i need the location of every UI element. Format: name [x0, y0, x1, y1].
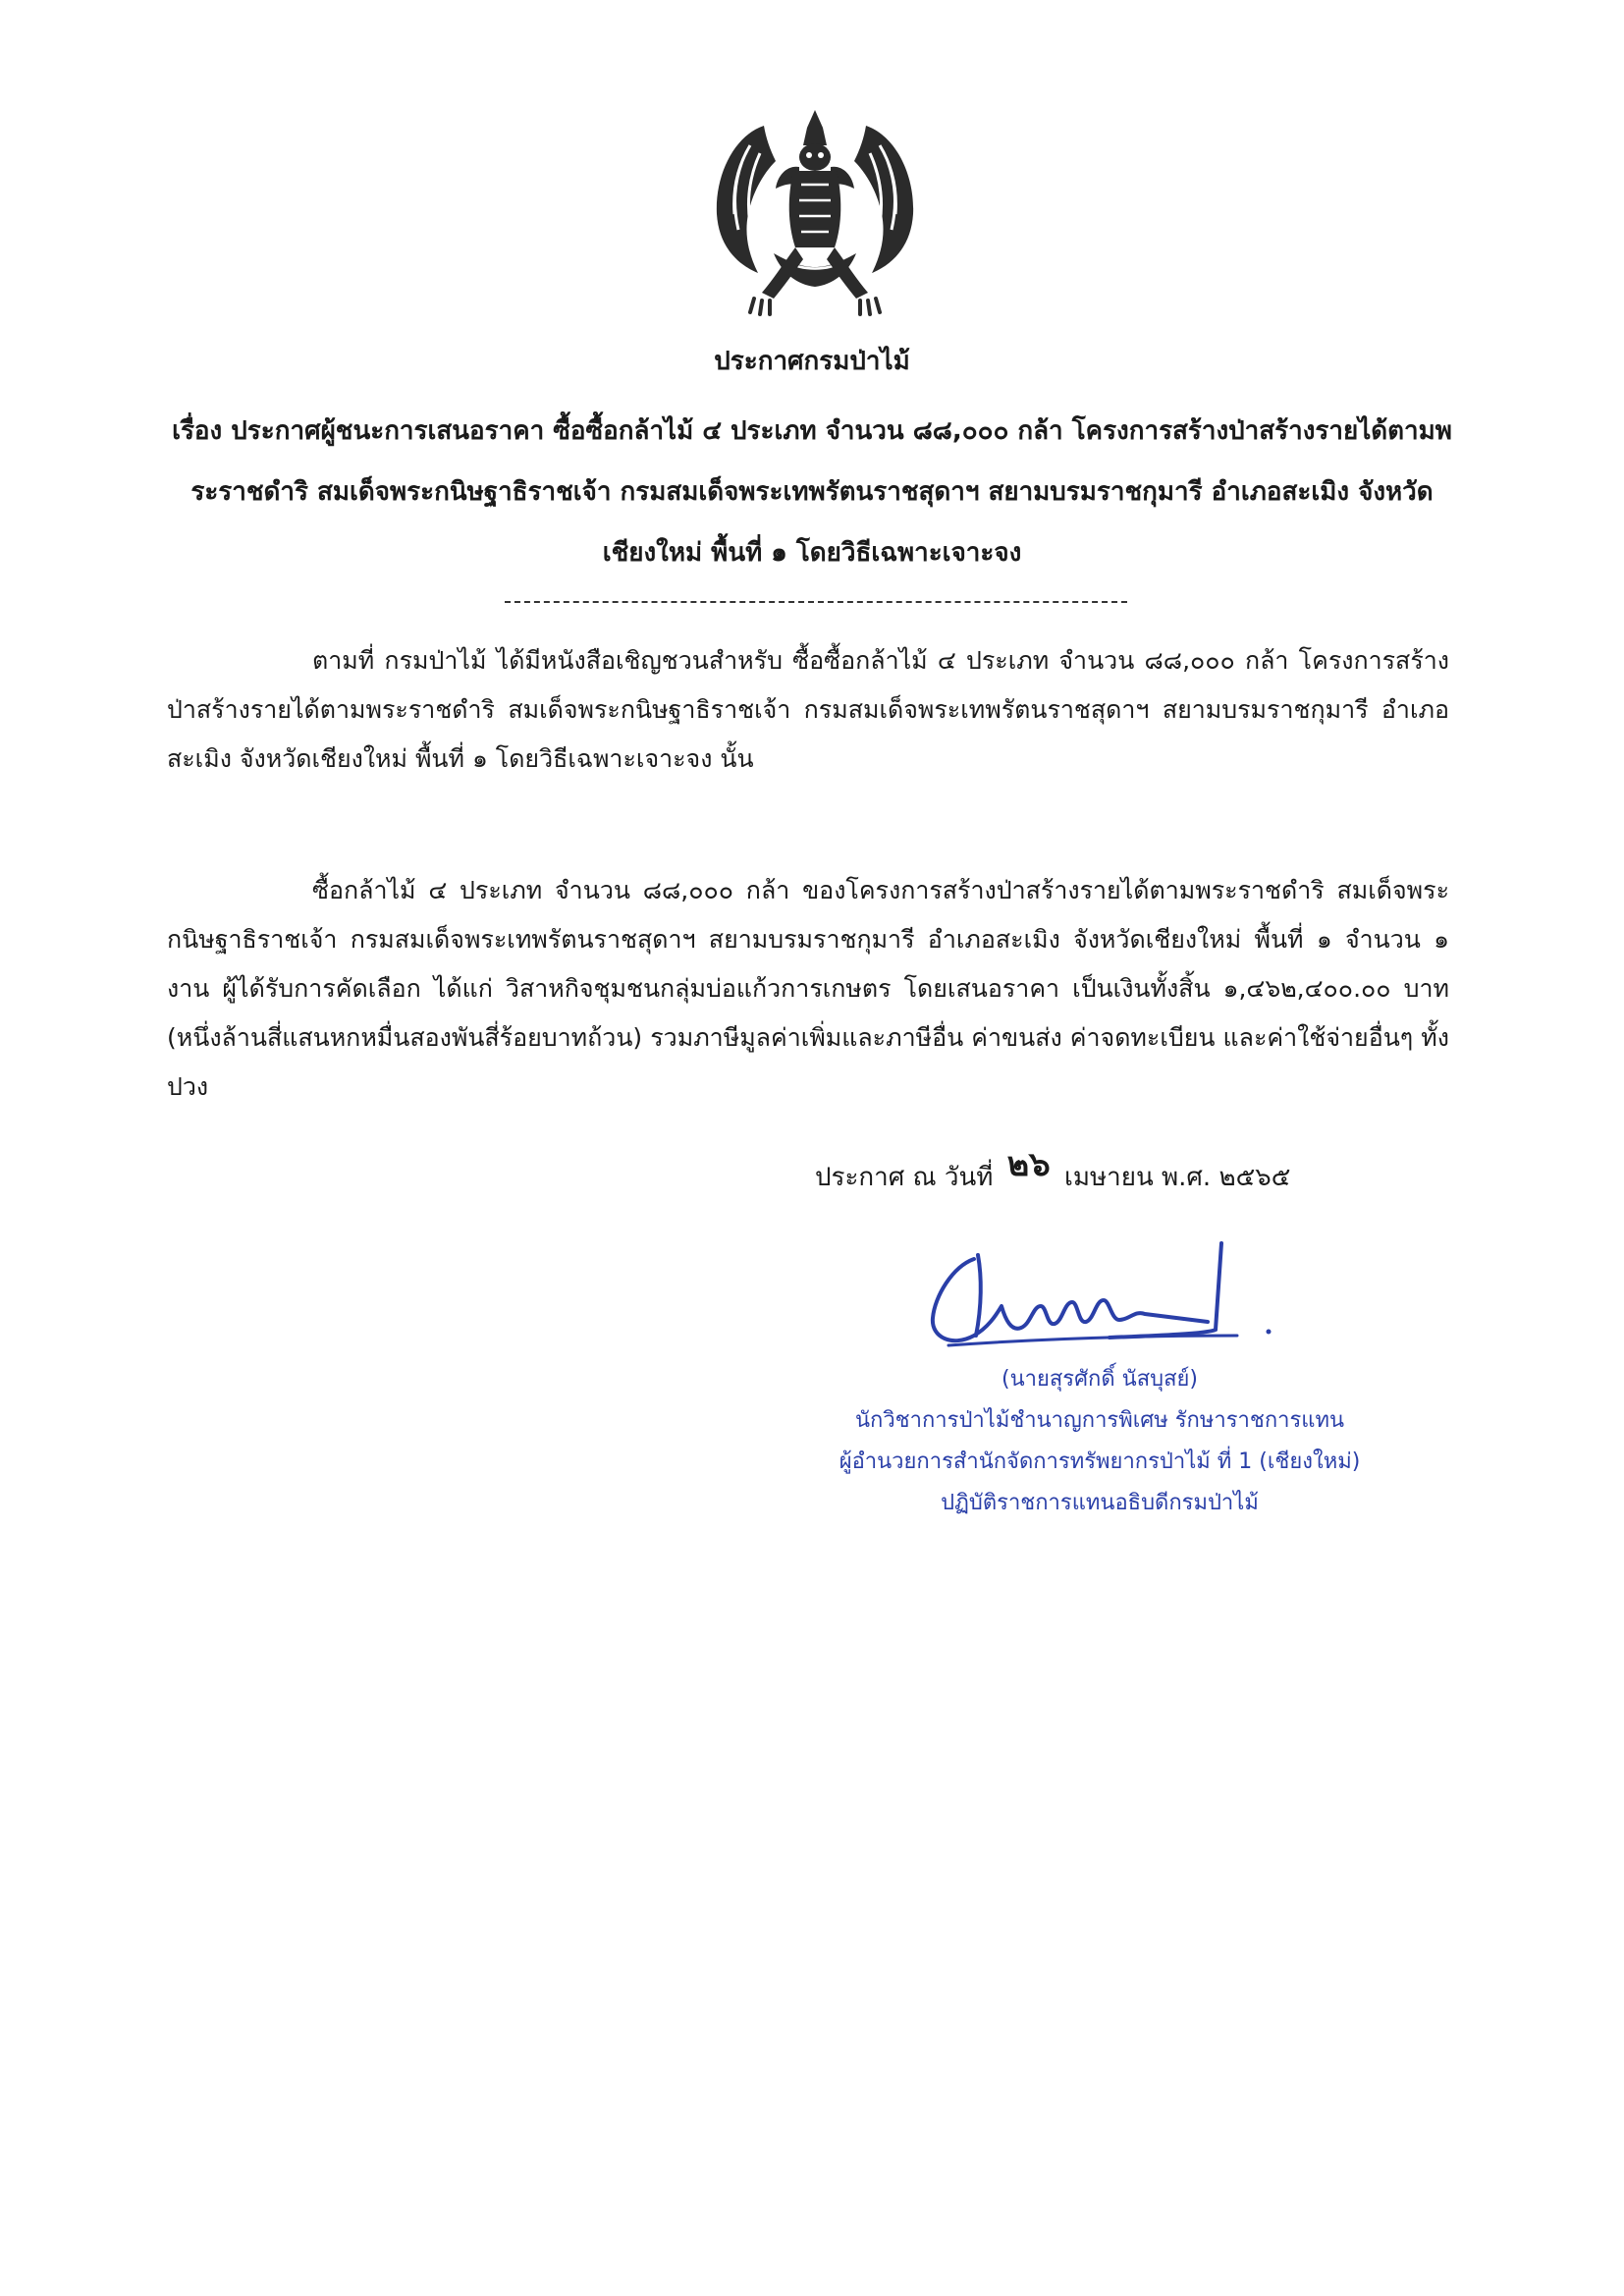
signatory-block	[785, 1359, 1414, 1524]
date-day-handwritten: ๒๖	[1006, 1145, 1051, 1184]
announcement-subject: เรื่อง ประกาศผู้ชนะการเสนอราคา ซื้อซื้อกล้าไม้ ๔ ประเภท จำนวน ๘๘,๐๐๐ กล้า โครงการสร้างป่าสร้างรายได้ตามพระราชดำริ สมเด็จพระกนิษฐาธิราชเจ้า กรมสมเด็จพระเทพรัตนราชสุดาฯ สยามบรมราชกุมารี อำเภอสะเมิง จังหวัดเชียงใหม่ พื้นที่ ๑ โดยวิธีเฉพาะเจาะจง	[172, 416, 1452, 568]
section-divider	[505, 601, 1127, 603]
garuda-emblem-graphic	[705, 106, 925, 316]
signatory-name: (นายสุรศักดิ์ นัสบุสย์)	[1001, 1367, 1198, 1392]
signatory-position-3: ปฏิบัติราชการแทนอธิบดีกรมป่าไม้	[941, 1491, 1259, 1515]
announcement-heading: ประกาศกรมป่าไม้	[714, 347, 910, 376]
body-paragraph-2: ซื้อกล้าไม้ ๔ ประเภท จำนวน ๘๘,๐๐๐ กล้า ของโครงการสร้างป่าสร้างรายได้ตามพระราชดำริ สมเด็จพระกนิษฐาธิราชเจ้า กรมสมเด็จพระเทพรัตนราชสุดาฯ สยามบรมราชกุมารี อำเภอสะเมิง จังหวัดเชียงใหม่ พื้นที่ ๑ จำนวน ๑ งาน ผู้ได้รับการคัดเลือก ได้แก่ วิสาหกิจชุมชนกลุ่มบ่อแก้วการเกษตร โดยเสนอราคา เป็นเงินทั้งสิ้น ๑,๔๖๒,๔๐๐.๐๐ บาท (หนึ่งล้านสี่แสนหกหมื่นสองพันสี่ร้อยบาทถ้วน) รวมภาษีมูลค่าเพิ่มและภาษีอื่น ค่าขนส่ง ค่าจดทะเบียน และค่าใช้จ่ายอื่นๆ ทั้งปวง	[167, 876, 1449, 1101]
date-suffix: เมษายน พ.ศ. ๒๕๖๕	[1063, 1163, 1291, 1192]
signature-graphic	[913, 1237, 1286, 1355]
announcement-date	[815, 1145, 1291, 1201]
signatory-position-1: นักวิชาการป่าไม้ชำนาญการพิเศษ รักษาราชการแทน	[854, 1408, 1345, 1433]
date-prefix: ประกาศ ณ วันที่	[815, 1163, 994, 1192]
handwritten-signature	[913, 1237, 1286, 1355]
body-paragraph-1: ตามที่ กรมป่าไม้ ได้มีหนังสือเชิญชวนสำหรับ ซื้อซื้อกล้าไม้ ๔ ประเภท จำนวน ๘๘,๐๐๐ กล้า โครงการสร้างป่าสร้างรายได้ตามพระราชดำริ สมเด็จพระกนิษฐาธิราชเจ้า กรมสมเด็จพระเทพรัตนราชสุดาฯ สยามบรมราชกุมารี อำเภอสะเมิง จังหวัดเชียงใหม่ พื้นที่ ๑ โดยวิธีเฉพาะเจาะจง นั้น	[167, 646, 1449, 773]
signatory-position-2: ผู้อำนวยการสำนักจัดการทรัพยากรป่าไม้ ที่ 1 (เชียงใหม่)	[839, 1449, 1361, 1474]
garuda-emblem	[705, 106, 925, 316]
